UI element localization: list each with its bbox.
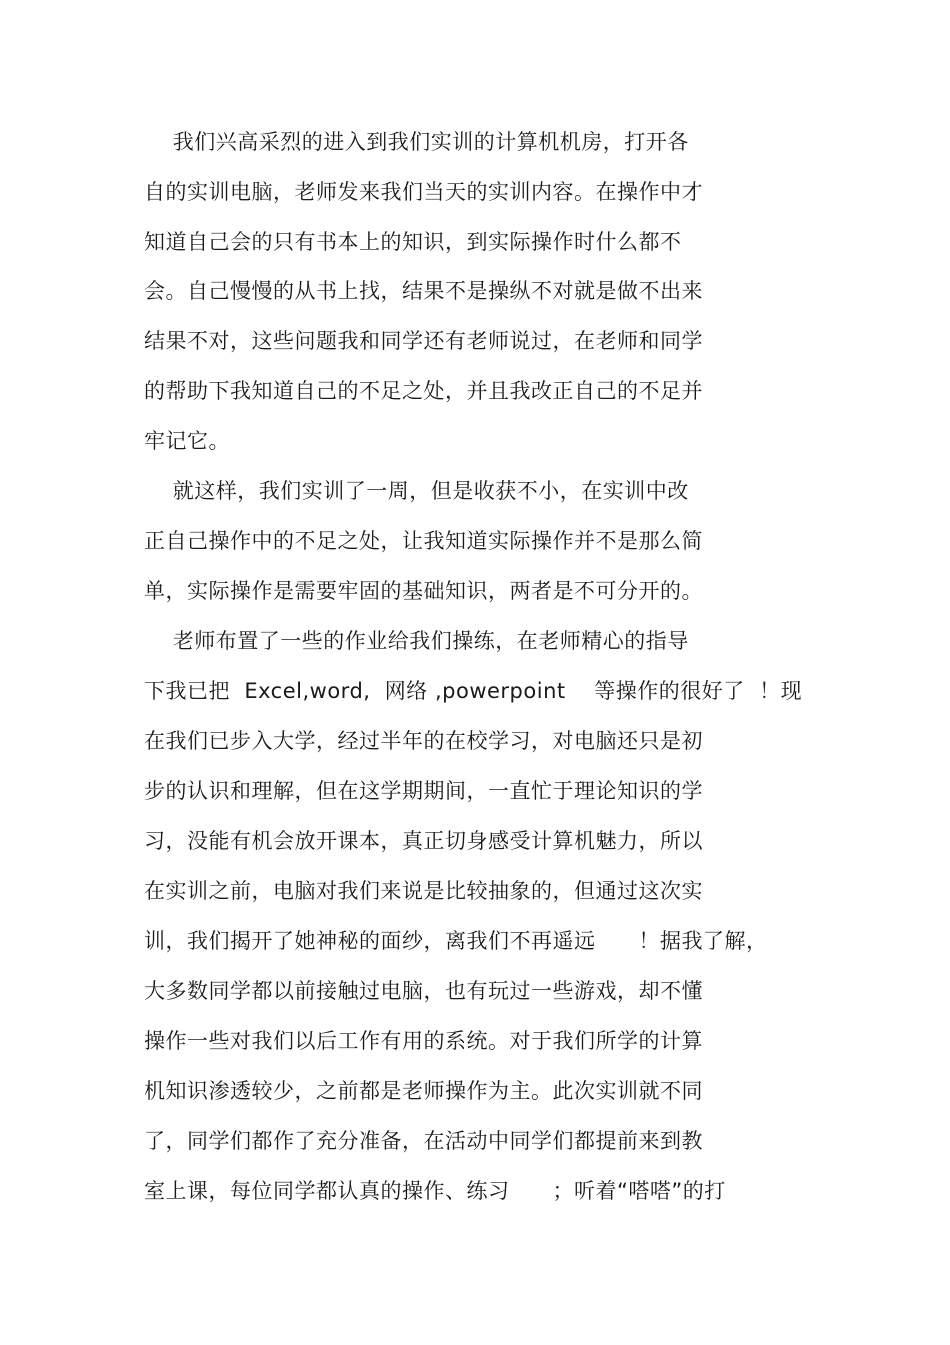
text-line: 单，实际操作是需要牢固的基础知识，两者是不可分开的。 [144,579,703,603]
text-line: 步的认识和理解，但在这学期期间，一直忙于理论知识的学 [144,779,703,803]
text-line: 知道自己会的只有书本上的知识，到实际操作时什么都不 [144,230,682,254]
text-line: 大多数同学都以前接触过电脑，也有玩过一些游戏，却不懂 [144,979,703,1003]
text-line: 下我已把 Excel,word, 网络 ,powerpoint 等操作的很好了 ！现 [144,679,803,703]
text-line: 训，我们揭开了她神秘的面纱，离我们不再遥远 ！据我了解， [144,929,768,953]
text-line: 就这样，我们实训了一周，但是收获不小，在实训中改 [144,479,689,503]
text-line: 在我们已步入大学，经过半年的在校学习，对电脑还只是初 [144,729,703,753]
text-line: 机知识渗透较少，之前都是老师操作为主。此次实训就不同 [144,1079,703,1103]
text-line: 自的实训电脑，老师发来我们当天的实训内容。在操作中才 [144,180,703,204]
text-line: 室上课，每位同学都认真的操作、练习 ；听着“嗒嗒”的打 [144,1179,726,1203]
text-line: 牢记它。 [144,429,230,453]
text-line: 正自己操作中的不足之处，让我知道实际操作并不是那么简 [144,529,703,553]
text-line: 习，没能有机会放开课本，真正切身感受计算机魅力，所以 [144,829,703,853]
text-line: 结果不对，这些问题我和同学还有老师说过，在老师和同学 [144,329,703,353]
text-line: 的帮助下我知道自己的不足之处，并且我改正自己的不足并 [144,379,703,403]
text-line: 我们兴高采烈的进入到我们实训的计算机机房，打开各 [144,130,689,154]
text-line: 在实训之前，电脑对我们来说是比较抽象的，但通过这次实 [144,879,703,903]
text-line: 会。自己慢慢的从书上找，结果不是操纵不对就是做不出来 [144,279,703,303]
text-line: 了，同学们都作了充分准备，在活动中同学们都提前来到教 [144,1129,703,1153]
text-line: 操作一些对我们以后工作有用的系统。对于我们所学的计算 [144,1029,703,1053]
text-line: 老师布置了一些的作业给我们操练，在老师精心的指导 [144,629,689,653]
